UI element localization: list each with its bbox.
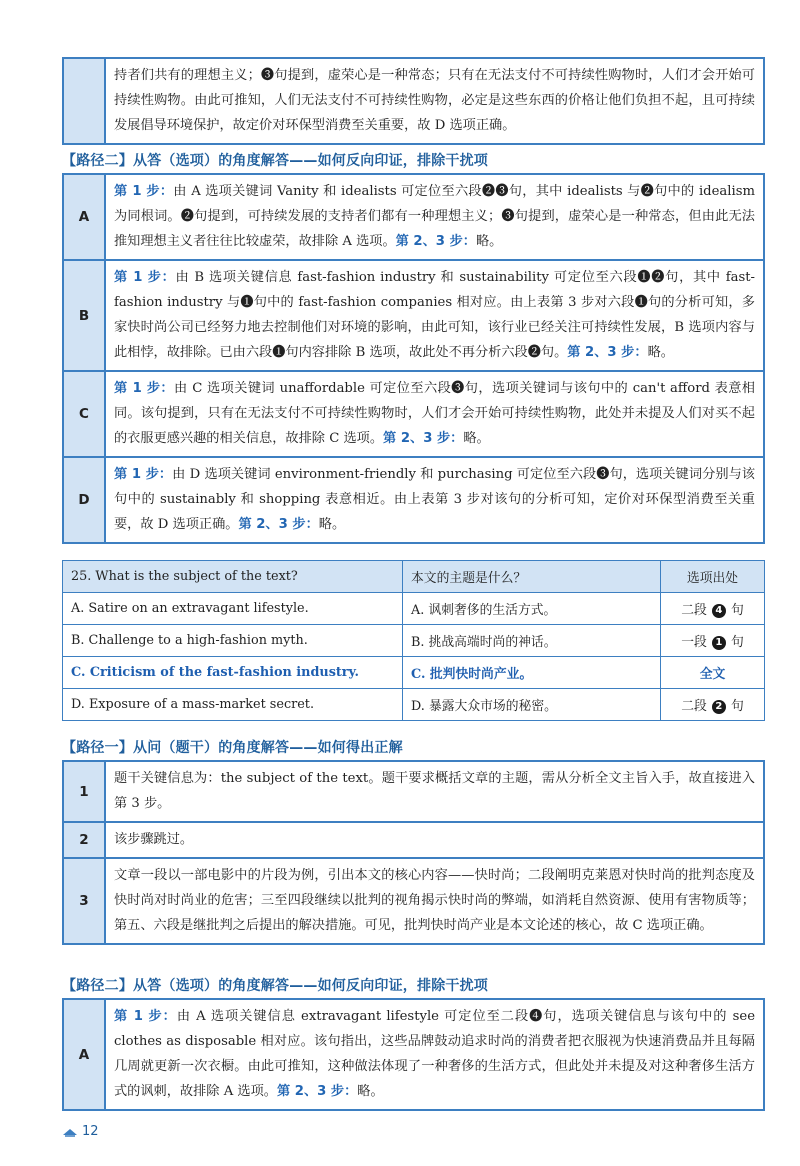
step-text: 文章一段以一部电影中的片段为例，引出本文的核心内容——快时尚；二段阐明克莱恩对快时尚的批判态度及快时尚对时尚业的危害；三至四段继续以批判的视角揭示快时尚的弊端，如消耗自然资源、使用有害物质等；第五、六段是继批判之后提出的解决措施。可见，批判快时尚产业是本文论述的核心，故 C 选项正确。 <box>105 858 764 944</box>
q25-option-row-d <box>63 689 765 721</box>
step-label: 第 1 步： <box>114 467 173 482</box>
option-text: 由 B 选项关键信息 fast-fashion industry 和 sustainability 可定位至六段❶❷句，其中 fast-fashion industry 与❶句中的 fast-fashion companies 相对应。由上表第 3 步对六段❶句的分析可知，多家快时尚公司已经努力地去控制他们对环境的影响，由此可知，该行业已经关注可持续性发展，B 选项内容与此相悖，故排除。已由六段❶句内容排除 B 选项，故此处不再分析六段❷句。 <box>114 270 755 360</box>
sentence-number: 4 <box>712 604 726 618</box>
step-text: 该步骤跳过。 <box>105 822 764 858</box>
step-tail2: 略。 <box>475 234 503 249</box>
option-row-a <box>63 999 764 1110</box>
option-analysis <box>105 371 764 457</box>
option-source <box>661 593 765 625</box>
option-label: D <box>63 457 105 543</box>
option-text: 由 D 选项关键词 environment-friendly 和 purchasing 可定位至六段❸句，选项关键词分别与该句中的 sustainably 和 shopping 表意相近。由上表第 3 步对该句的分析可知，定价对环保型消费至关重要，故 D 选项正确。 <box>114 467 755 532</box>
option-analysis <box>105 260 764 371</box>
option-label: B <box>63 260 105 371</box>
option-analysis <box>105 457 764 543</box>
step-row-2 <box>63 822 764 858</box>
q25-option-row-a <box>63 593 765 625</box>
step-number: 1 <box>63 761 105 822</box>
step-tail2: 略。 <box>318 517 346 532</box>
route2-table-q25 <box>62 998 765 1111</box>
step-tail2: 略。 <box>357 1084 384 1099</box>
step-number: 2 <box>63 822 105 858</box>
option-cn: D. 暴露大众市场的秘密。 <box>403 689 661 721</box>
option-text: 由 A 选项关键词 Vanity 和 idealists 可定位至六段❷❸句，其中 idealists 与❷句中的 idealism 为同根词。❷句提到，可持续发展的支持者们都有一种理想主义；❸句提到，虚荣心是一种常态，但由此无法推知理想主义者往往比较虚荣，故排除 A 选项。 <box>114 184 755 249</box>
q25-header-row <box>63 561 765 593</box>
step-text: 题干关键信息为：the subject of the text。题干要求概括文章的主题，需从分析全文主旨入手，故直接进入第 3 步。 <box>105 761 764 822</box>
step-row-1 <box>63 761 764 822</box>
page-footer <box>62 1124 99 1139</box>
route2-heading-q25: 【路径二】从答（选项）的角度解答——如何反向印证，排除干扰项 <box>62 978 488 994</box>
top-analysis-block <box>62 57 765 145</box>
option-label: A <box>63 174 105 260</box>
option-en: B. Challenge to a high-fashion myth. <box>63 625 403 657</box>
sentence-number: 1 <box>712 636 726 650</box>
option-label: C <box>63 371 105 457</box>
route1-heading-q25: 【路径一】从问（题干）的角度解答——如何得出正解 <box>62 740 403 756</box>
option-en: A. Satire on an extravagant lifestyle. <box>63 593 403 625</box>
step-label: 第 1 步： <box>114 184 174 199</box>
option-source <box>661 689 765 721</box>
step-tail2: 略。 <box>647 345 674 360</box>
option-label: A <box>63 999 105 1110</box>
option-en: D. Exposure of a mass-market secret. <box>63 689 403 721</box>
sentence-number: 2 <box>712 700 726 714</box>
step-number: 3 <box>63 858 105 944</box>
option-source <box>661 625 765 657</box>
option-row-a <box>63 174 764 260</box>
step-label: 第 1 步： <box>114 1009 177 1024</box>
option-en: C. Criticism of the fast-fashion industry. <box>63 657 403 689</box>
route1-table-q25 <box>62 760 765 945</box>
step-tail2: 略。 <box>463 431 490 446</box>
route2-heading-q24: 【路径二】从答（选项）的角度解答——如何反向印证，排除干扰项 <box>62 153 488 169</box>
option-analysis <box>105 999 764 1110</box>
source-header: 选项出处 <box>661 561 765 593</box>
source-para: 一段 <box>681 635 707 650</box>
step-tail: 第 2、3 步： <box>383 431 464 446</box>
q25-options-table <box>62 560 765 721</box>
route2-table-q24 <box>62 173 765 544</box>
step-tail: 第 2、3 步： <box>238 517 319 532</box>
q25-option-row-c <box>63 657 765 689</box>
option-text: 由 A 选项关键信息 extravagant lifestyle 可定位至二段❹句，选项关键信息与该句中的 see clothes as disposable 相对应。该句指出，这些品牌鼓动追求时尚的消费者把衣服视为快速消费品并且每隔几周就更新一次衣橱。由此可推知，这种做法体现了一种奢侈的生活方式，但此处并未提及对这种奢侈生活方式的讽刺，故排除 A 选项。 <box>114 1009 756 1099</box>
option-text: 由 C 选项关键词 unaffordable 可定位至六段❸句，选项关键词与该句中的 can't afford 表意相同。该句提到，只有在无法支付不可持续性购物时，人们才会开始可持续性购物，此处并未提及人们对买不起的衣服更感兴趣的相关信息，故排除 C 选项。 <box>114 381 755 446</box>
step-tail: 第 2、3 步： <box>395 234 476 249</box>
source-unit: 句 <box>730 699 744 714</box>
option-row-c <box>63 371 764 457</box>
question-en: 25. What is the subject of the text? <box>63 561 403 593</box>
option-source: 全文 <box>661 657 765 689</box>
option-cn: C. 批判快时尚产业。 <box>403 657 661 689</box>
step-tail: 第 2、3 步： <box>567 345 648 360</box>
q25-option-row-b <box>63 625 765 657</box>
source-para: 二段 <box>681 603 707 618</box>
source-para: 二段 <box>681 699 707 714</box>
empty-label-cell <box>63 58 105 144</box>
page-number: 12 <box>82 1124 99 1139</box>
step-label: 第 1 步： <box>114 270 176 285</box>
source-unit: 句 <box>730 603 744 618</box>
option-row-b <box>63 260 764 371</box>
option-cn: B. 挑战高端时尚的神话。 <box>403 625 661 657</box>
top-analysis-text: 持者们共有的理想主义；❸句提到，虚荣心是一种常态；只有在无法支付不可持续性购物时，人们才会开始可持续性购物。由此可推知，人们无法支付不可持续性购物，必定是这些东西的价格让他们负担不起，且可持续发展倡导环境保护，故定价对环保型消费至关重要，故 D 选项正确。 <box>105 58 764 144</box>
question-cn: 本文的主题是什么？ <box>403 561 661 593</box>
option-row-d <box>63 457 764 543</box>
book-icon <box>62 1127 78 1137</box>
source-unit: 句 <box>730 635 744 650</box>
step-label: 第 1 步： <box>114 381 175 396</box>
option-analysis <box>105 174 764 260</box>
option-cn: A. 讽刺奢侈的生活方式。 <box>403 593 661 625</box>
step-tail: 第 2、3 步： <box>276 1084 358 1099</box>
step-row-3 <box>63 858 764 944</box>
